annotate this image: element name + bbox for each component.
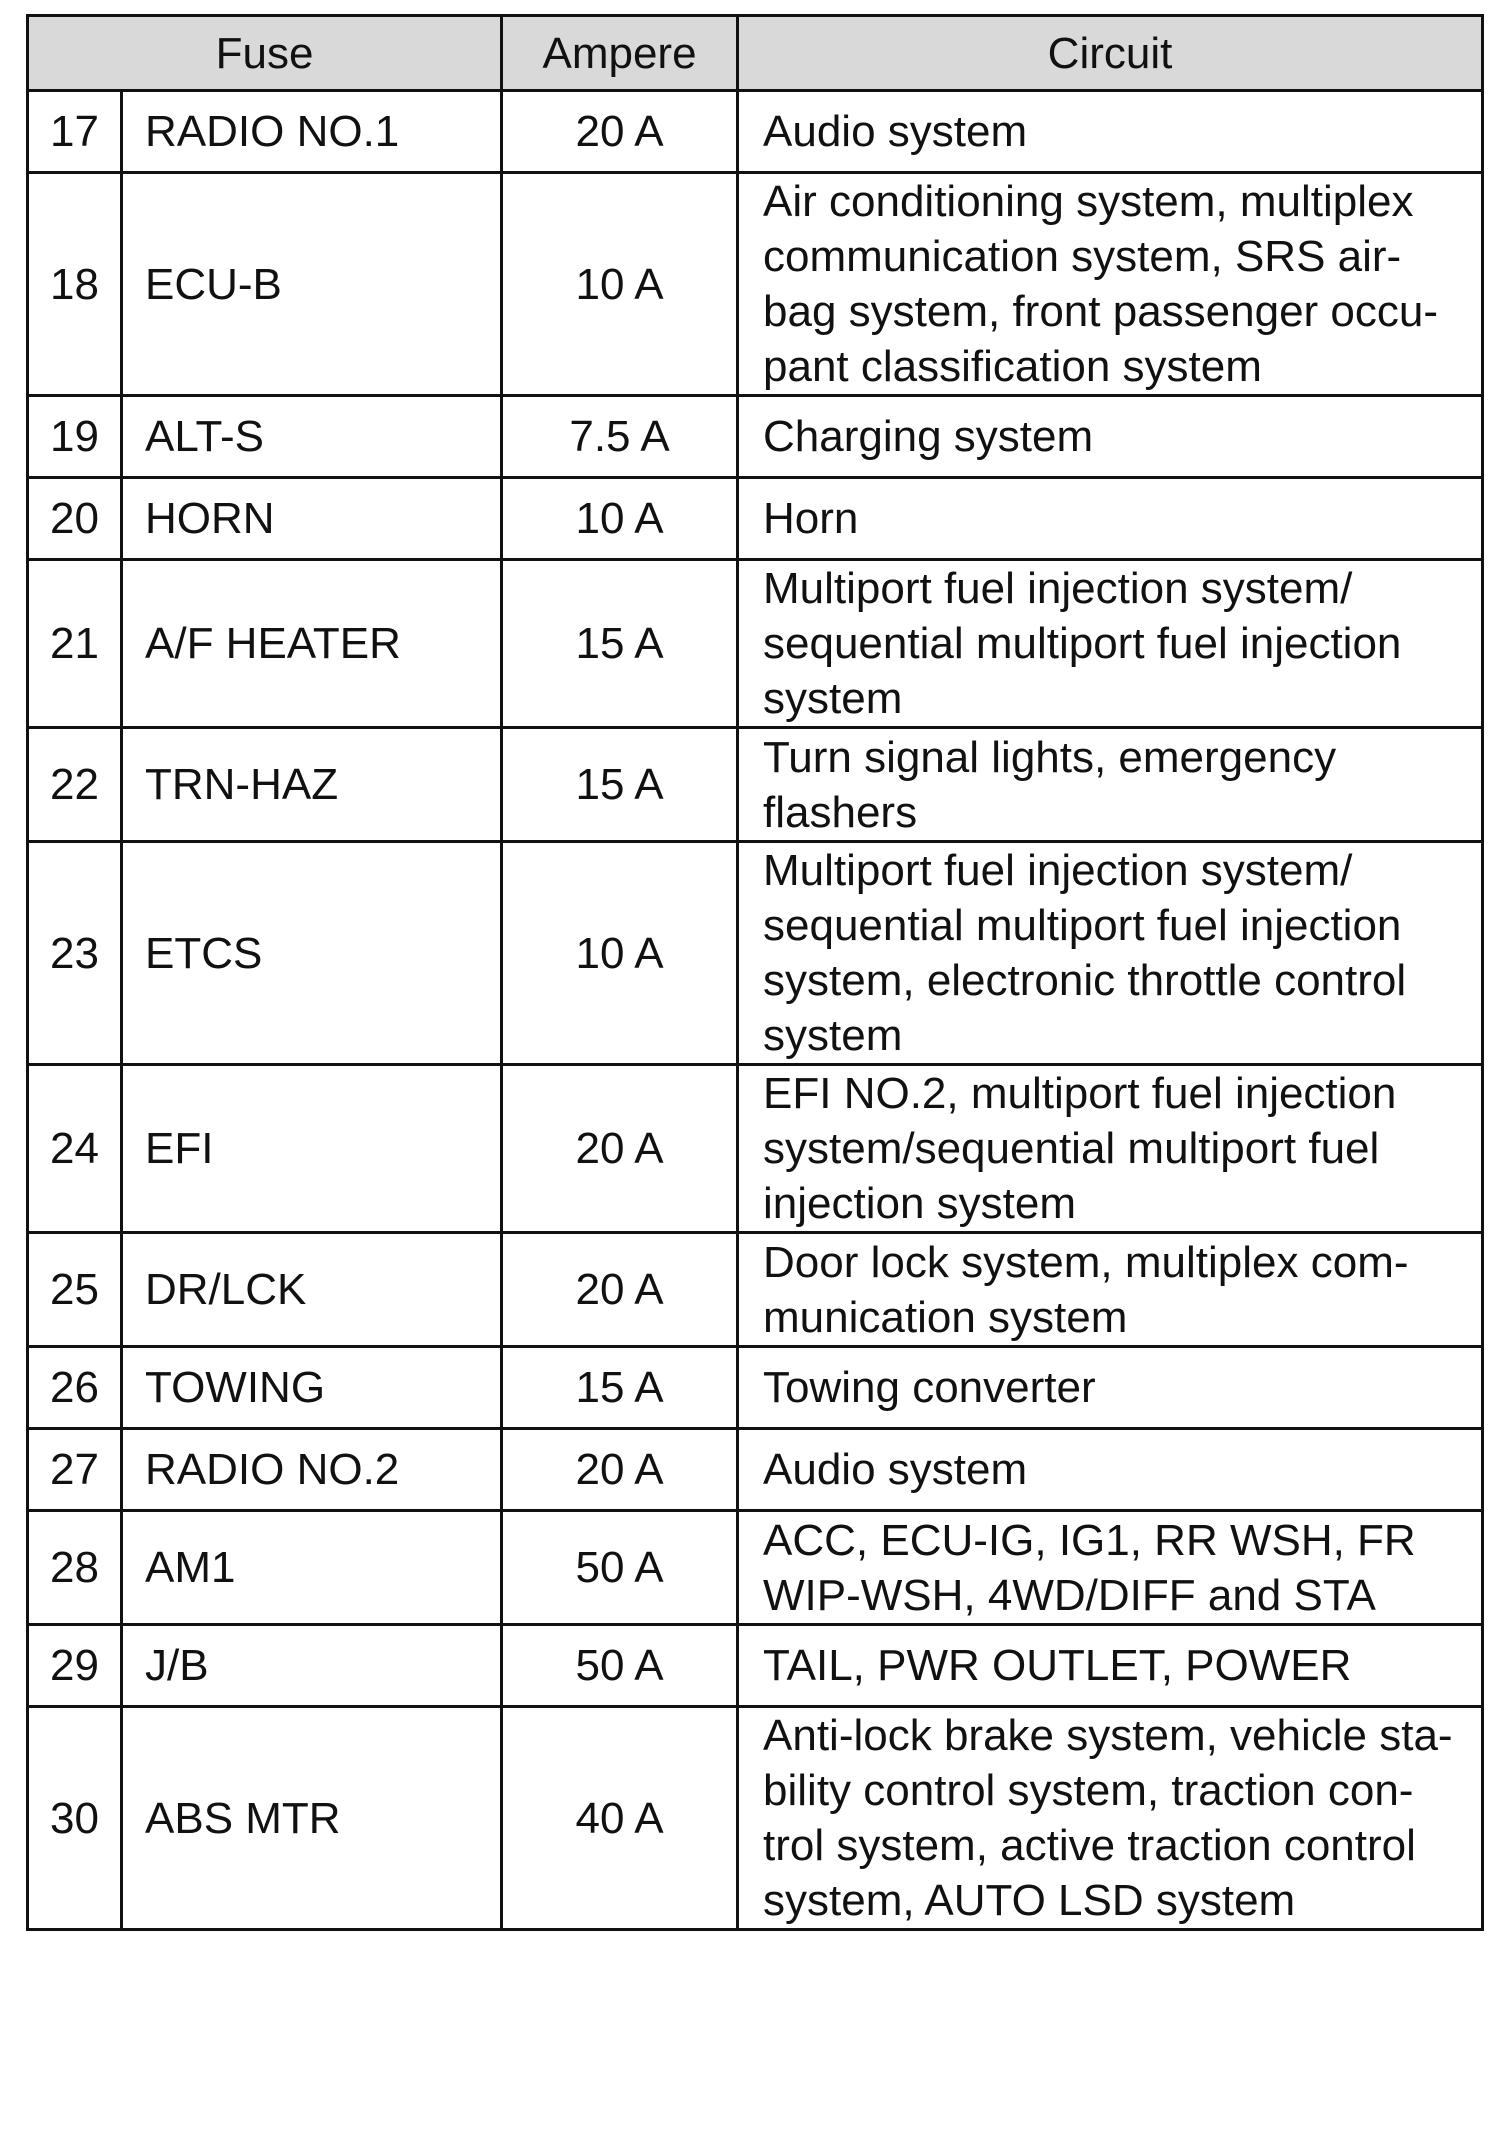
fuse-number-cell: 21 — [28, 560, 122, 728]
fuse-number-cell: 20 — [28, 478, 122, 560]
fuse-name-cell: ALT-S — [122, 396, 502, 478]
fuse-number-cell: 25 — [28, 1233, 122, 1347]
ampere-cell: 50 A — [502, 1625, 738, 1707]
ampere-cell: 50 A — [502, 1511, 738, 1625]
table-row — [28, 1707, 1483, 1930]
fuse-name-cell: ETCS — [122, 842, 502, 1065]
table-row — [28, 1065, 1483, 1233]
table-row — [28, 396, 1483, 478]
fuse-name-cell: RADIO NO.2 — [122, 1429, 502, 1511]
fuse-number-cell: 27 — [28, 1429, 122, 1511]
header-fuse: Fuse — [28, 16, 502, 91]
circuit-cell: Multiport fuel injection system/ sequential multiport fuel injection system — [738, 560, 1483, 728]
fuse-number-cell: 19 — [28, 396, 122, 478]
header-row — [28, 16, 1483, 91]
ampere-cell: 40 A — [502, 1707, 738, 1930]
fuse-number-cell: 17 — [28, 91, 122, 173]
ampere-cell: 10 A — [502, 478, 738, 560]
circuit-cell: Multiport fuel injection system/ sequential multiport fuel injection system, electronic throttle control system — [738, 842, 1483, 1065]
fuse-number-cell: 29 — [28, 1625, 122, 1707]
fuse-table — [26, 14, 1484, 1931]
header-ampere: Ampere — [502, 16, 738, 91]
fuse-number-cell: 23 — [28, 842, 122, 1065]
table-header — [28, 16, 1483, 91]
circuit-cell: Horn — [738, 478, 1483, 560]
table-row — [28, 1625, 1483, 1707]
fuse-number-cell: 22 — [28, 728, 122, 842]
fuse-name-cell: TRN-HAZ — [122, 728, 502, 842]
circuit-cell: ACC, ECU-IG, IG1, RR WSH, FR WIP-WSH, 4WD/DIFF and STA — [738, 1511, 1483, 1625]
table-row — [28, 91, 1483, 173]
ampere-cell: 20 A — [502, 1233, 738, 1347]
circuit-cell: Turn signal lights, emergency flashers — [738, 728, 1483, 842]
fuse-name-cell: ABS MTR — [122, 1707, 502, 1930]
table-row — [28, 1347, 1483, 1429]
table-row — [28, 1511, 1483, 1625]
circuit-cell: Door lock system, multiplex com- munication system — [738, 1233, 1483, 1347]
circuit-cell: Anti-lock brake system, vehicle sta- bility control system, traction con- trol system, active traction control system, AUTO LSD system — [738, 1707, 1483, 1930]
ampere-cell: 10 A — [502, 173, 738, 396]
fuse-name-cell: AM1 — [122, 1511, 502, 1625]
fuse-number-cell: 30 — [28, 1707, 122, 1930]
ampere-cell: 15 A — [502, 728, 738, 842]
fuse-name-cell: RADIO NO.1 — [122, 91, 502, 173]
circuit-cell: Air conditioning system, multiplex communication system, SRS air- bag system, front passenger occu- pant classification system — [738, 173, 1483, 396]
fuse-name-cell: TOWING — [122, 1347, 502, 1429]
ampere-cell: 20 A — [502, 1065, 738, 1233]
table-row — [28, 173, 1483, 396]
fuse-number-cell: 24 — [28, 1065, 122, 1233]
ampere-cell: 10 A — [502, 842, 738, 1065]
fuse-number-cell: 26 — [28, 1347, 122, 1429]
table-body — [28, 91, 1483, 1930]
fuse-name-cell: DR/LCK — [122, 1233, 502, 1347]
ampere-cell: 7.5 A — [502, 396, 738, 478]
fuse-name-cell: EFI — [122, 1065, 502, 1233]
fuse-name-cell: ECU-B — [122, 173, 502, 396]
ampere-cell: 20 A — [502, 1429, 738, 1511]
fuse-number-cell: 18 — [28, 173, 122, 396]
fuse-name-cell: HORN — [122, 478, 502, 560]
ampere-cell: 15 A — [502, 560, 738, 728]
circuit-cell: Audio system — [738, 91, 1483, 173]
circuit-cell: Towing converter — [738, 1347, 1483, 1429]
fuse-name-cell: A/F HEATER — [122, 560, 502, 728]
circuit-cell: Charging system — [738, 396, 1483, 478]
circuit-cell: EFI NO.2, multiport fuel injection system/sequential multiport fuel injection system — [738, 1065, 1483, 1233]
table-row — [28, 478, 1483, 560]
circuit-cell: TAIL, PWR OUTLET, POWER — [738, 1625, 1483, 1707]
table-row — [28, 728, 1483, 842]
header-circuit: Circuit — [738, 16, 1483, 91]
fuse-name-cell: J/B — [122, 1625, 502, 1707]
table-row — [28, 842, 1483, 1065]
circuit-cell: Audio system — [738, 1429, 1483, 1511]
table-row — [28, 1429, 1483, 1511]
fuse-number-cell: 28 — [28, 1511, 122, 1625]
table-row — [28, 1233, 1483, 1347]
ampere-cell: 20 A — [502, 91, 738, 173]
table-row — [28, 560, 1483, 728]
ampere-cell: 15 A — [502, 1347, 738, 1429]
